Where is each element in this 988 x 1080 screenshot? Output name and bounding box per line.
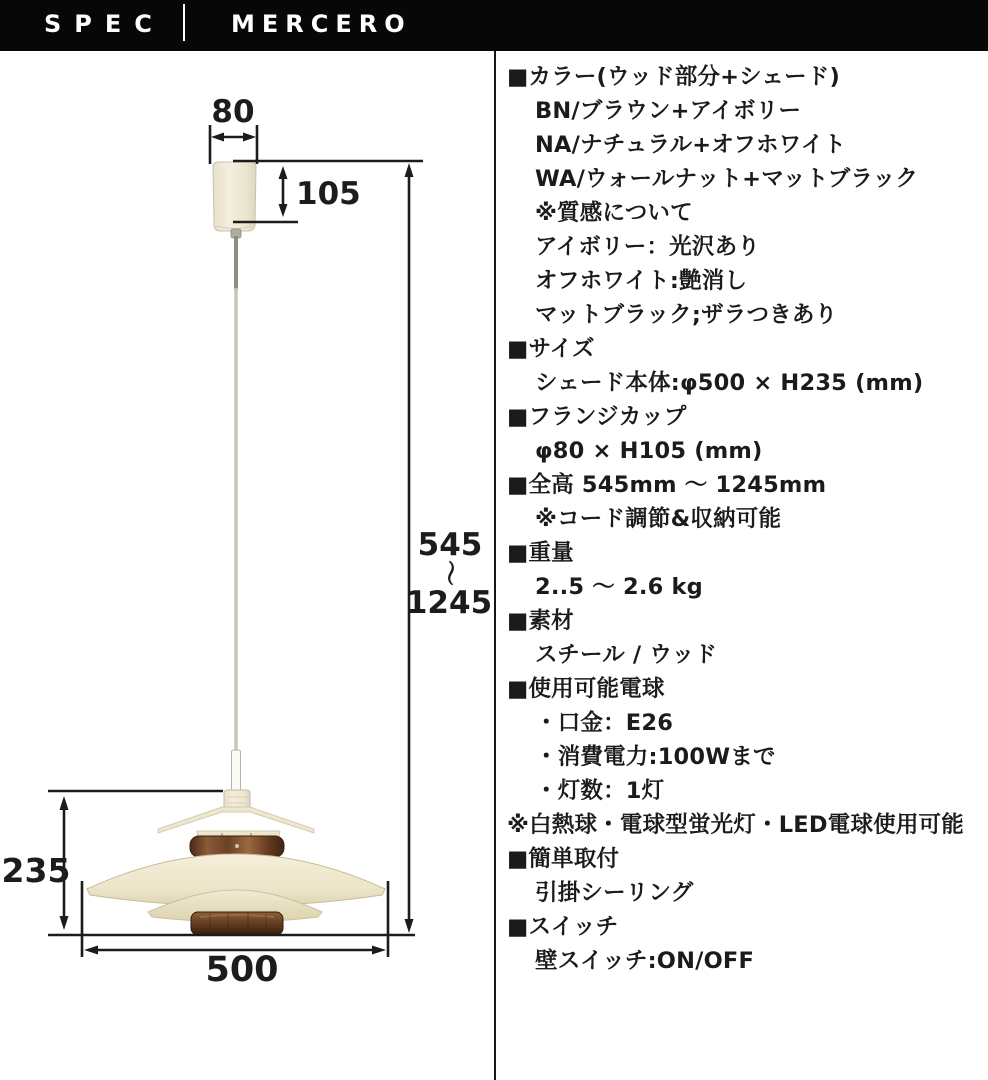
cup-width-label: 80: [211, 94, 255, 130]
spec-line: ■使用可能電球: [507, 676, 665, 702]
height-range-tilde: 〜: [434, 559, 464, 587]
spec-line: BN/ブラウン+アイボリー: [535, 98, 802, 124]
spec-line: ■簡単取付: [507, 846, 620, 872]
total-height-max-label: 1245: [405, 585, 493, 621]
hanging-cord-drawing: [232, 236, 241, 794]
spec-line: オフホワイト:艶消し: [535, 268, 748, 294]
spec-line: シェード本体:φ500 × H235 (mm): [535, 370, 924, 396]
spec-line: ・口金：E26: [535, 710, 674, 736]
header-product-name: MERCERO: [231, 10, 412, 38]
spec-line: ■重量: [507, 540, 574, 566]
header-spec-title: SPEC: [44, 10, 165, 38]
spec-line: ・消費電力:100Wまで: [535, 744, 776, 770]
spec-line: 壁スイッチ:ON/OFF: [535, 948, 755, 974]
spec-line: ・灯数：1灯: [535, 778, 665, 804]
spec-line: φ80 × H105 (mm): [535, 438, 763, 464]
spec-line: NA/ナチュラル+オフホワイト: [535, 132, 847, 158]
flange-cup-drawing: [213, 162, 256, 238]
spec-list: [507, 60, 985, 978]
shade-diameter-label: 500: [205, 950, 279, 990]
spec-line: ※質感について: [535, 200, 693, 226]
spec-line: スチール / ウッド: [535, 642, 718, 668]
lamp-shade-drawing: [87, 790, 385, 935]
cup-height-label: 105: [296, 176, 361, 212]
total-height-min-label: 545: [417, 527, 483, 563]
spec-line: ■カラー(ウッド部分+シェード): [507, 64, 840, 90]
spec-line: ■サイズ: [507, 336, 595, 362]
top-tier-shade: [158, 807, 314, 833]
spec-line: WA/ウォールナット+マットブラック: [535, 166, 919, 192]
panel-divider-line: [494, 51, 496, 1080]
spec-line: ※白熱球・電球型蛍光灯・LED電球使用可能: [507, 812, 964, 838]
spec-line: 引掛シーリング: [535, 880, 694, 906]
spec-line: ■フランジカップ: [507, 404, 687, 430]
shade-height-label: 235: [1, 851, 71, 890]
spec-line: アイボリー：光沢あり: [535, 234, 760, 260]
spec-line: 2..5 ～ 2.6 kg: [535, 574, 703, 600]
spec-line: ■素材: [507, 608, 574, 634]
spec-line: ■全高 545mm ～ 1245mm: [507, 472, 827, 498]
spec-line: ※コード調節&収納可能: [535, 506, 782, 532]
spec-line: マットブラック;ザラつきあり: [535, 302, 838, 328]
spec-line: ■スイッチ: [507, 914, 619, 940]
